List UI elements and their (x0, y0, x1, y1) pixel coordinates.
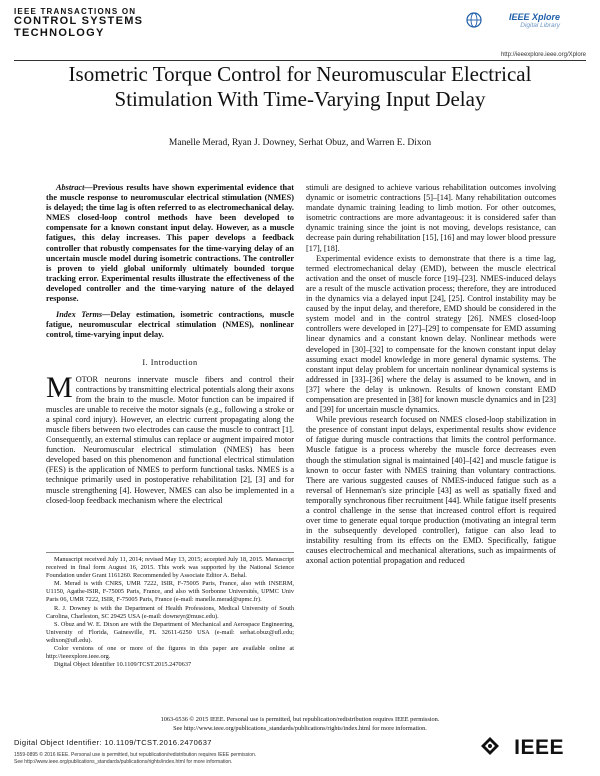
license-line-2[interactable]: See http://www.ieee.org/publications_standards/publications/rights/index.html for more information. (173, 724, 427, 732)
xplore-globe-icon (466, 12, 482, 28)
abstract-label: Abstract— (56, 183, 93, 192)
body-paragraph-3: While previous research focused on NMES closed-loop stabilization in the presence of constant input delays, experimental results show evidence of fatigue during muscle contractions that limits the control performance. Muscle fatigue is a process whereby the muscle force decreases even though the stimulation signal is maintained [40]–[42] and muscle fatigue is known to occur faster with NMES training than voluntary contractions. There are various suggested causes of NMES-induced fatigue such as a reversal of Henneman's size principle [43] as well as spatially fixed and temporally synchronous fiber recruitment [44]. While fatigue itself presents a control challenge in the sense that increased control effort is required over time to generate equal torque production (motivating an integral term in the subsequently developed controller), fatigue can also lead to instability resulting from its effects on the EMD. Specifically, fatigue causes electrochemical and mechanical alterations, such as impairments of axonal action potential propagation and reduced (306, 415, 556, 566)
index-terms (46, 310, 294, 340)
footnote-merad: M. Merad is with CNRS, UMR 7222, ISIR, F-75005 Paris, France, also with INSERM, U1150, Agathe-ISIR, F-75005 Paris, France, and also with Sorbonne Universités, UPMC Univ Paris 06, UMR 7222, ISIR, F-75005 Paris, France (e-mail: manelle.merad@upmc.fr). (46, 580, 294, 604)
header-divider (14, 60, 586, 61)
paper-authors: Manelle Merad, Ryan J. Downey, Serhat Obuz, and Warren E. Dixon (168, 138, 432, 148)
index-terms-text: Delay estimation, isometric contractions, muscle fatigue, neuromuscular electrical stimulation (NMES), nonlinear control, time-varying input delay. (46, 310, 295, 340)
index-terms-label: Index Terms— (56, 310, 111, 320)
footnote-obuz-dixon: S. Obuz and W. E. Dixon are with the Department of Mechanical and Aerospace Engineering, University of Florida, Gainesville, FL 32611-6250 USA (e-mail: serhat.obuz@ufl.edu; wdixon@ufl.edu). (46, 620, 294, 644)
xplore-name: IEEE Xplore (508, 12, 560, 22)
section-heading: I. Introduction (142, 358, 198, 368)
footnote-divider (46, 552, 294, 553)
footnote-color: Color versions of one or more of the figures in this paper are available online at http://ieeexplore.ieee.org. (46, 645, 294, 661)
ieee-diamond-icon (480, 736, 500, 756)
body-paragraph-2: Experimental evidence exists to demonstrate that there is a time lag, termed electromechanical delay (EMD), between the muscle electrical activation and the onset of muscle force [19]–[23]. NMES-induced delays are a result of the muscle activation process; therefore, they are introduced in the dynamics via a delayed input [24], [25]. Control instability may be caused by the input delay, and therefore, EMD should be considered in the system model and in the control strategy [26]. NMES closed-loop controllers were developed in [27]–[29] to compensate for EMD assuming linear dynamics and a constant known delay. Nonlinear methods were developed in [30]–[32] to compensate for the known constant input delay assuming exact model knowledge in more general dynamic systems. The constant input delay problem for uncertain nonlinear dynamical systems is addressed in [33]–[36] where the delay is assumed to be known, and in [37] where the delay is unknown. Results of known constant EMD compensation are presented in [38] for known muscle dynamics and in [23] and [39] for uncertain muscle dynamics. (306, 253, 556, 415)
bottom-license (14, 752, 484, 765)
abstract-text: Previous results have shown experimental evidence that the muscle response to neuromuscular electrical stimulation (NMES) is delayed; the time lag is often referred to as electromechanical delay. NMES closed-loop control methods have been developed to compensate for a known constant input delay. However, as a muscle fatigues, this delay increases. This paper develops a feedback controller that robustly compensates for the time-varying delay of an uncertain muscle model during isometric contractions. The controller is proven to yield global uniformly ultimately bounded torque tracking error. Experimental results illustrate the effectiveness of the developed controller and the time-varying nature of the delayed response. (46, 183, 294, 304)
right-column (306, 183, 556, 567)
bottom-doi: Digital Object Identifier: 10.1109/TCST.2016.2470637 (14, 738, 212, 747)
body-paragraph-1: stimuli are designed to achieve various rehabilitation outcomes involving dynamic or isometric contractions [5]–[14]. Many rehabilitation outcomes mandate dynamic training leading to limb motion. For other outcomes, isometric contractions are more advantageous: it is considered safer than dynamic training since the joint is not moving, develops resistance, can decrease pain during rehabilitation [15], [16] and may lower blood pressure [17], [18]. (306, 183, 556, 253)
footnote-downey: R. J. Downey is with the Department of Health Professions, Medical University of South Carolina, Charleston, SC 29425 USA (e-mail: downeyr@musc.edu). (46, 604, 294, 620)
drop-cap: M (46, 370, 73, 404)
ieee-logo: IEEE (514, 736, 564, 759)
journal-masthead (14, 8, 143, 39)
footnote-doi: Digital Object Identifier 10.1109/TCST.2015.2470637 (54, 661, 192, 669)
xplore-logo[interactable] (509, 12, 560, 29)
intro-text: OTOR neurons innervate muscle fibers and control their contractions by transmitting electrical potentials along their axons from the brain to the muscle. Motor function can be impaired if muscles are unable to receive the motor signals (e.g., following a stroke or a spinal cord injury). However, an electric current propagating along the muscle fibers between two electrodes can cause the muscle to contract [1]. Consequently, an external stimulus can replace or augment impaired motor function. Neuromuscular electrical stimulation (NMES) has been developed based on this phenomenon and functional electrical stimulation (FES) is the application of NMES to perform functional tasks. NMES is a technique primarily used in postoperative rehabilitation [2], [3] and for muscle strengthening [4]. However, NMES can also be implemented in a closed-loop feedback mechanism where the electrical (46, 374, 294, 505)
paper-title: Isometric Torque Control for Neuromuscular Electrical Stimulation With Time-Varying Input Delay (68, 62, 532, 111)
footnotes (46, 556, 294, 669)
abstract (46, 183, 294, 304)
xplore-url[interactable]: http://ieeexplore.ieee.org/Xplore (500, 52, 586, 58)
license-notice (0, 716, 600, 733)
license-line-1: 1063-6536 © 2015 IEEE. Personal use is permitted, but republication/redistribution requires IEEE permission. (160, 716, 440, 723)
bottom-license-line-2[interactable]: See http://www.ieee.org/publications_standards/publications/rights/index.html for more information. (14, 758, 233, 765)
intro-paragraph (46, 370, 294, 506)
footnote-manuscript: Manuscript received July 11, 2014; revised May 13, 2015; accepted July 18, 2015. Manuscript received in final form August 16, 2015. This work was supported by the National Science Foundation under Grant 1161260. Recommended by Associate Editor A. Behal. (46, 556, 294, 580)
journal-line-1: IEEE TRANSACTIONS ON (14, 7, 137, 16)
left-column (46, 183, 294, 506)
journal-line-2: CONTROL SYSTEMS (14, 15, 144, 28)
xplore-sub: Digital Library (520, 22, 560, 29)
bottom-license-line-1: 1559-0895 © 2016 IEEE. Personal use is permitted, but republication/redistribution requires IEEE permission. (14, 752, 257, 758)
journal-line-3: TECHNOLOGY (14, 26, 105, 39)
